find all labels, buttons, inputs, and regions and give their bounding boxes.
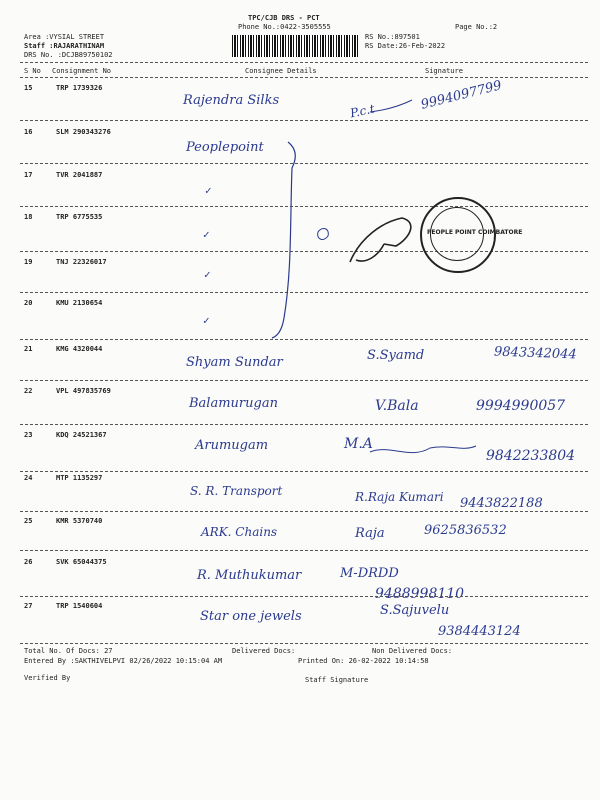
row-phone: 9384443124 (438, 624, 521, 639)
row-sno: 17 (24, 171, 33, 179)
row-phone: 9843342044 (493, 344, 577, 363)
document-title: TPC/CJB DRS - PCT (248, 14, 320, 22)
row-signature: M.A (344, 436, 373, 452)
col-sno: S No (24, 67, 41, 75)
row-sno: 24 (24, 474, 33, 482)
row-consignee: S. R. Transport (190, 484, 283, 498)
row-consignment: TRP 1540604 (56, 602, 103, 610)
row-consignee: Star one jewels (200, 609, 302, 624)
signature-scribble (350, 218, 411, 262)
row-phone: 9443822188 (460, 496, 543, 511)
staff-signature: Staff Signature (305, 676, 369, 684)
row-sno: 25 (24, 517, 33, 525)
row-signature: S.Sajuvelu (380, 603, 450, 618)
company-stamp (420, 197, 523, 273)
row-sno: 26 (24, 558, 33, 566)
drs-number: DRS No. :DCJB89750102 (24, 51, 113, 59)
non-delivered-docs: Non Delivered Docs: (372, 647, 453, 655)
row-signature: R.Raja Kumari (355, 490, 444, 504)
row-consignment: KMR 5370740 (56, 517, 103, 525)
row-consignment: KMG 4320044 (56, 345, 103, 353)
row-phone: 9842233804 (486, 448, 576, 464)
row-phone: 9994990057 (476, 398, 566, 414)
col-consignment: Consignment No (52, 67, 112, 75)
row-consignment: MTP 1135297 (56, 474, 103, 482)
verified-by: Verified By (24, 674, 71, 682)
row-consignee: ✓ (203, 314, 210, 327)
row-consignment: SLM 290343276 (56, 128, 111, 136)
row-consignee: ✓ (204, 268, 211, 281)
phone-number: Phone No.:0422-3505555 (238, 23, 331, 31)
row-sno: 23 (24, 431, 33, 439)
row-sno: 20 (24, 299, 33, 307)
row-consignment: KDQ 24521367 (56, 431, 107, 439)
row-sno: 16 (24, 128, 33, 136)
row-sno: 27 (24, 602, 33, 610)
row-signature: Raja (355, 526, 385, 541)
row-consignee: Rajendra Silks (183, 93, 280, 108)
row-phone: 9625836532 (424, 523, 507, 538)
row-signature: M-DRDD (340, 566, 399, 581)
printed-on: Printed On: 26-02-2022 10:14:58 (298, 657, 429, 665)
row-consignment: VPL 497835769 (56, 387, 111, 395)
sig-underline (370, 100, 412, 112)
stamp-text: PEOPLE POINT COIMBATORE (427, 229, 523, 236)
row-consignment: KMU 2130654 (56, 299, 103, 307)
row-consignee: ✓ (203, 228, 210, 241)
sig-flourish (370, 446, 476, 453)
bracket-stroke (272, 142, 295, 338)
row-consignment: TRP 6775535 (56, 213, 103, 221)
row-consignee: Peoplepoint (186, 140, 264, 155)
rs-date: RS Date:26-Feb-2022 (365, 42, 446, 50)
col-consignee: Consignee Details (245, 67, 317, 75)
row-sno: 18 (24, 213, 33, 221)
row-consignee: Balamurugan (189, 396, 278, 411)
row-sno: 19 (24, 258, 33, 266)
row-consignee: ARK. Chains (201, 525, 278, 539)
row-signature: S.Syamd (367, 348, 425, 363)
row-signature: P.c.t (348, 101, 377, 121)
staff-field: Staff :RAJARATHINAM (24, 42, 105, 50)
row-consignment: SVK 65044375 (56, 558, 107, 566)
row-consignee: Shyam Sundar (186, 355, 283, 370)
row-consignment: TNJ 22326017 (56, 258, 107, 266)
scribble-mark (318, 229, 329, 240)
row-consignment: TRP 1739326 (56, 84, 103, 92)
page-number: Page No.:2 (455, 23, 498, 31)
row-sno: 22 (24, 387, 33, 395)
row-consignee: Arumugam (195, 438, 269, 453)
footer-divider (20, 643, 588, 644)
row-phone: 9994097799 (419, 78, 504, 113)
row-consignee: R. Muthukumar (197, 568, 302, 583)
area-field: Area :VYSIAL STREET (24, 33, 105, 41)
col-signature: Signature (425, 67, 463, 75)
delivered-docs: Delivered Docs: (232, 647, 296, 655)
row-signature: V.Bala (375, 398, 419, 414)
row-sno: 15 (24, 84, 33, 92)
entered-by: Entered By :SAKTHIVELPVI 02/26/2022 10:15:04 AM (24, 657, 223, 665)
rs-number: RS No.:897501 (365, 33, 420, 41)
row-consignee: ✓ (205, 184, 212, 197)
total-docs: Total No. Of Docs: 27 (24, 647, 113, 655)
row-phone: 9488998110 (375, 586, 465, 602)
row-consignment: TVR 2041887 (56, 171, 103, 179)
row-sno: 21 (24, 345, 33, 353)
